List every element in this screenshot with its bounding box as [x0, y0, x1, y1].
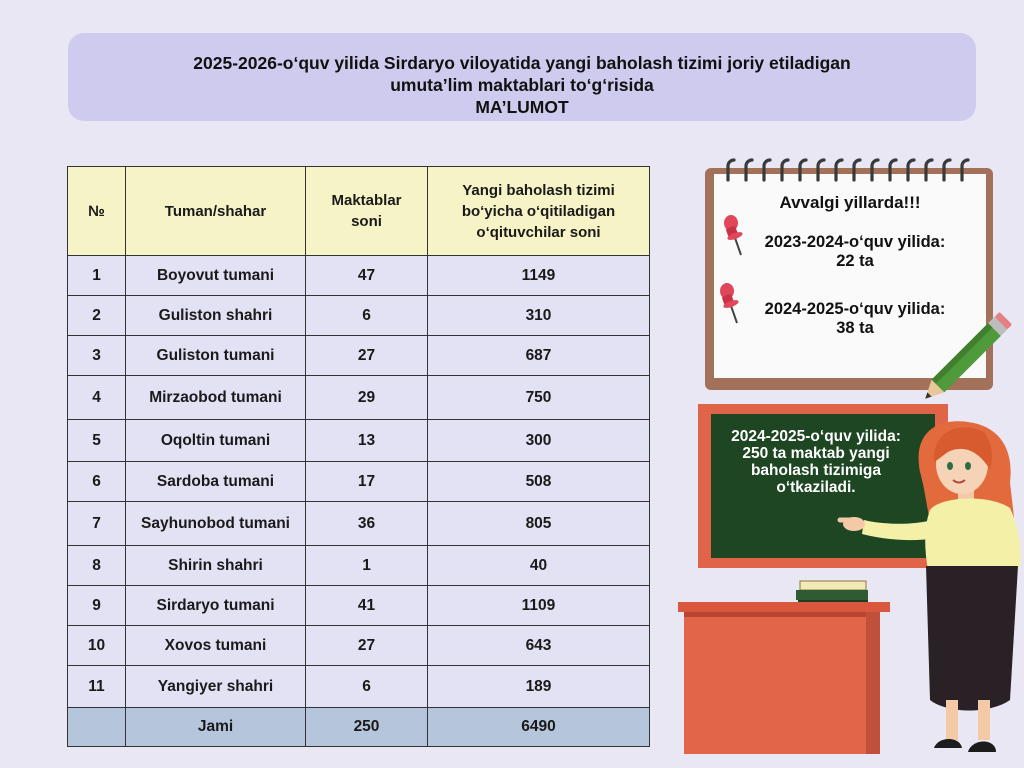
cell-number: 6 [68, 462, 126, 502]
total-teachers: 6490 [428, 708, 650, 747]
cell-number: 5 [68, 420, 126, 462]
cell-schools: 27 [306, 336, 428, 376]
cell-schools: 36 [306, 502, 428, 546]
desk-illustration [678, 602, 890, 754]
cell-schools: 41 [306, 586, 428, 626]
books-icon [796, 581, 868, 603]
title-line-1: 2025-2026-o‘quv yilida Sirdaryo viloyatida yangi baholash tizimi joriy etiladigan [193, 53, 851, 73]
header-teachers: Yangi baholash tizimi bo‘yicha o‘qitiladigan o‘qituvchilar soni [428, 167, 650, 256]
table-row [68, 462, 650, 502]
cell-number: 11 [68, 666, 126, 708]
notebook-item-1-count: 22 ta [836, 252, 874, 270]
cell-teachers: 40 [428, 546, 650, 586]
chalkboard-text [706, 428, 926, 496]
cell-number: 9 [68, 586, 126, 626]
cell-number: 3 [68, 336, 126, 376]
notebook-item-1-year: 2023-2024-o‘quv yilida: [764, 233, 946, 251]
cell-district: Guliston tumani [126, 336, 306, 376]
notebook-rings [716, 156, 986, 184]
page-title [68, 52, 976, 118]
table-row [68, 256, 650, 296]
cell-district: Yangiyer shahri [126, 666, 306, 708]
notebook-item-2-count: 38 ta [836, 319, 874, 337]
cell-district: Xovos tumani [126, 626, 306, 666]
table-row [68, 666, 650, 708]
cell-district: Sirdaryo tumani [126, 586, 306, 626]
cell-number: 7 [68, 502, 126, 546]
table-total-row [68, 708, 650, 747]
cell-schools: 27 [306, 626, 428, 666]
table-row [68, 626, 650, 666]
cell-schools: 1 [306, 546, 428, 586]
notebook-item-2 [745, 300, 965, 338]
pushpin-icon [715, 281, 745, 325]
table-row [68, 502, 650, 546]
table-row [68, 296, 650, 336]
table-row [68, 546, 650, 586]
cell-teachers: 1109 [428, 586, 650, 626]
cell-district: Sayhunobod tumani [126, 502, 306, 546]
header-schools: Maktablar soni [306, 167, 428, 256]
table-row [68, 336, 650, 376]
table-row [68, 586, 650, 626]
total-schools: 250 [306, 708, 428, 747]
cell-schools: 13 [306, 420, 428, 462]
chalkboard-line-4: o‘tkaziladi. [776, 479, 856, 496]
cell-district: Guliston shahri [126, 296, 306, 336]
cell-number: 10 [68, 626, 126, 666]
total-label: Jami [126, 708, 306, 747]
chalkboard-line-2: 250 ta maktab yangi [742, 445, 890, 462]
cell-teachers: 300 [428, 420, 650, 462]
total-number [68, 708, 126, 747]
cell-district: Oqoltin tumani [126, 420, 306, 462]
cell-teachers: 643 [428, 626, 650, 666]
cell-teachers: 189 [428, 666, 650, 708]
cell-teachers: 1149 [428, 256, 650, 296]
cell-district: Sardoba tumani [126, 462, 306, 502]
title-line-3: MA’LUMOT [475, 97, 569, 117]
cell-teachers: 687 [428, 336, 650, 376]
header-number: № [68, 167, 126, 256]
cell-district: Boyovut tumani [126, 256, 306, 296]
table-row [68, 376, 650, 420]
cell-teachers: 508 [428, 462, 650, 502]
chalkboard-line-3: baholash tizimiga [750, 462, 882, 479]
cell-schools: 29 [306, 376, 428, 420]
cell-number: 1 [68, 256, 126, 296]
notebook-item-1 [745, 233, 965, 271]
cell-teachers: 750 [428, 376, 650, 420]
cell-number: 2 [68, 296, 126, 336]
table-header-row [68, 167, 650, 256]
header-district: Tuman/shahar [126, 167, 306, 256]
chalkboard-line-1: 2024-2025-o‘quv yilida: [731, 428, 901, 445]
schools-table [67, 166, 650, 747]
cell-schools: 17 [306, 462, 428, 502]
cell-teachers: 310 [428, 296, 650, 336]
cell-schools: 47 [306, 256, 428, 296]
cell-district: Shirin shahri [126, 546, 306, 586]
notebook-item-2-year: 2024-2025-o‘quv yilida: [764, 300, 946, 318]
table-row [68, 420, 650, 462]
cell-schools: 6 [306, 666, 428, 708]
cell-number: 4 [68, 376, 126, 420]
cell-schools: 6 [306, 296, 428, 336]
cell-teachers: 805 [428, 502, 650, 546]
cell-number: 8 [68, 546, 126, 586]
notebook-heading: Avvalgi yillarda!!! [779, 193, 921, 212]
cell-district: Mirzaobod tumani [126, 376, 306, 420]
title-line-2: umuta’lim maktablari to‘g‘risida [390, 75, 654, 95]
